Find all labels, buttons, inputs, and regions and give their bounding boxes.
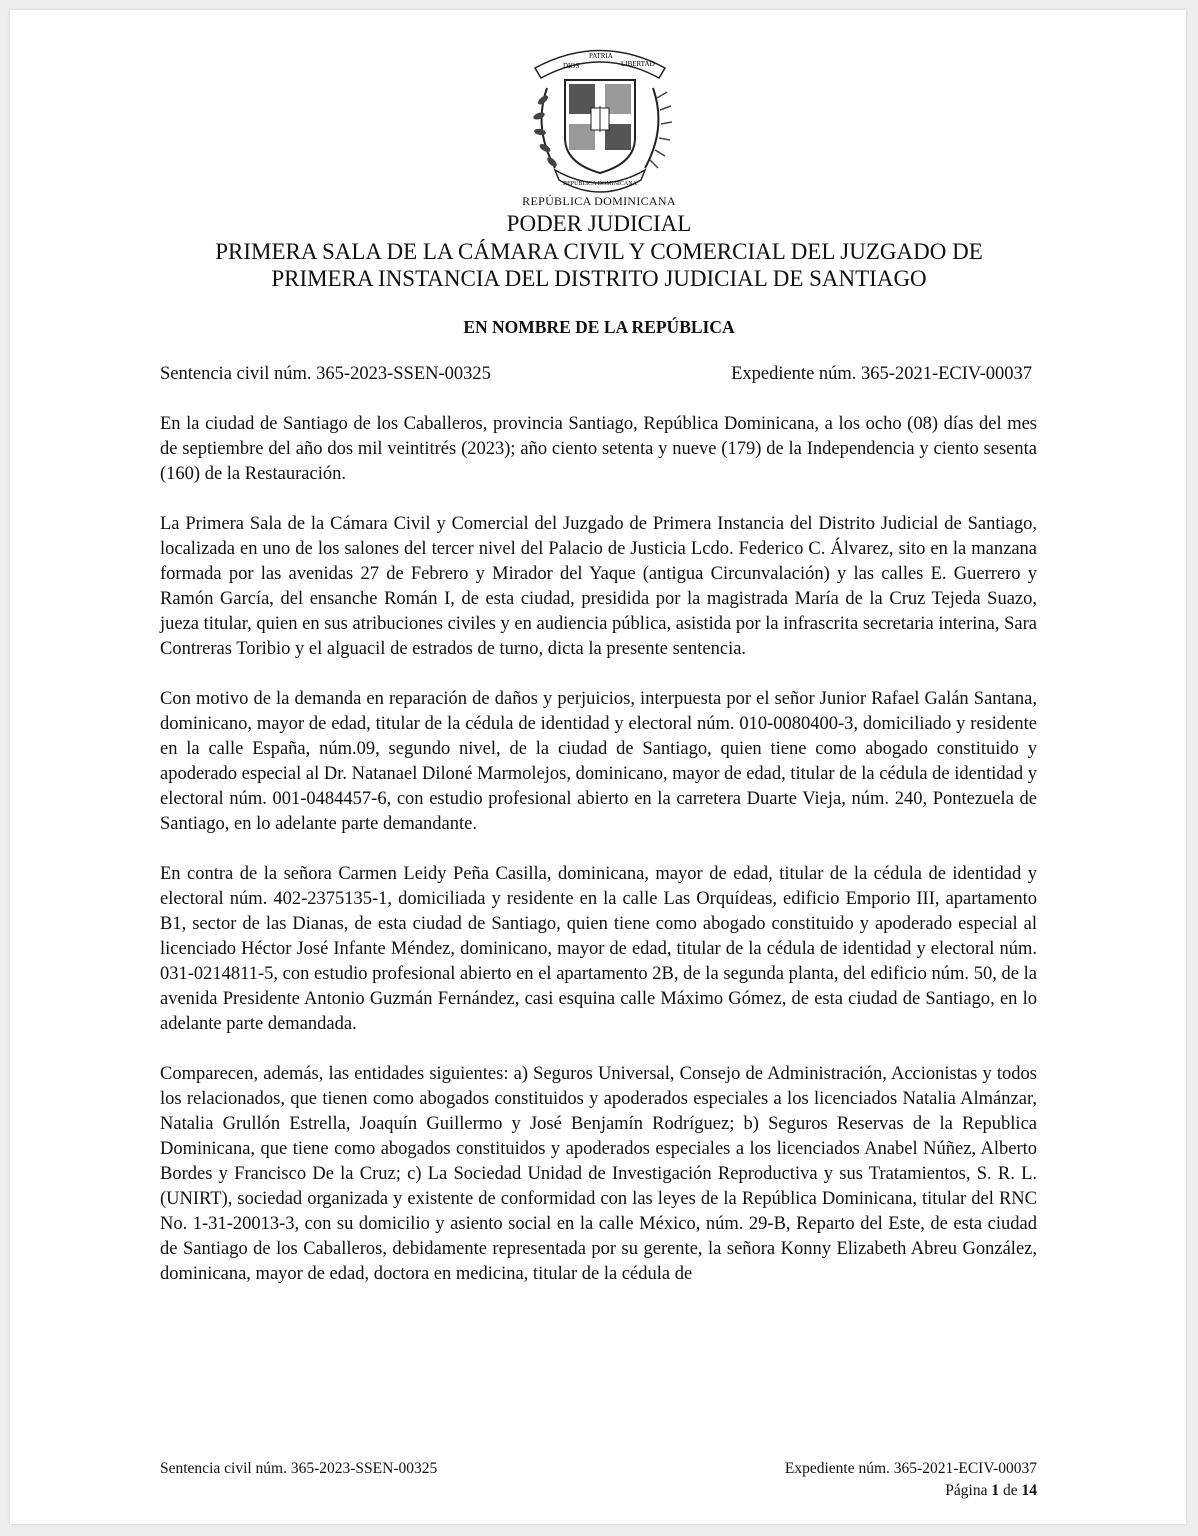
motto-word-patria: PATRIA bbox=[589, 52, 613, 60]
page-total: 14 bbox=[1021, 1482, 1037, 1499]
reference-line bbox=[160, 364, 1032, 385]
motto-word-libertad: LIBERTAD bbox=[621, 60, 655, 68]
footer-sentencia: Sentencia civil núm. 365-2023-SSEN-00325 bbox=[160, 1460, 438, 1477]
document-body bbox=[160, 412, 1037, 1312]
page-number bbox=[160, 1482, 1037, 1500]
court-name-line-1: PRIMERA SALA DE LA CÁMARA CIVIL Y COMERCIAL DEL JUZGADO DE bbox=[215, 239, 983, 264]
country-label: REPÚBLICA DOMINICANA bbox=[522, 194, 676, 208]
paragraph-court: La Primera Sala de la Cámara Civil y Comercial del Juzgado de Primera Instancia del Distrito Judicial de Santiago, localizada en uno de los salones del tercer nivel del Palacio de Justicia Lcdo. Federico C. Álvarez, sito en la manzana formada por las avenidas 27 de Febrero y Mirador del Yaque (antigua Circunvalación) y las calles E. Guerrero y Ramón García, del ensanche Román I, de esta ciudad, presidida por la magistrada María de la Cruz Tejeda Suazo, jueza titular, quien en sus atribuciones civiles y en audiencia pública, asistida por la infrascrita secretaria interina, Sara Contreras Toribio y el alguacil de estrados de turno, dicta la presente sentencia. bbox=[160, 514, 1037, 659]
paragraph-defendant: En contra de la señora Carmen Leidy Peña Casilla, dominicana, mayor de edad, titular de la cédula de identidad y electoral núm. 402-2375135-1, domiciliada y residente en la calle Las Orquídeas, edificio Emporio III, apartamento B1, sector de las Dianas, de esta ciudad de Santiago, quien tiene como abogado constituido y apoderado especial al licenciado Héctor José Infante Méndez, dominicano, mayor de edad, titular de la cédula de identidad y electoral núm. 031-0214811-5, con estudio profesional abierto en el apartamento 2B, de la segunda planta, del edificio núm. 50, de la avenida Presidente Antonio Guzmán Fernández, casi esquina calle Máximo Gómez, de esta ciudad de Santiago, en lo adelante parte demandada. bbox=[160, 864, 1037, 1034]
footer-expediente: Expediente núm. 365-2021-ECIV-00037 bbox=[784, 1460, 1037, 1477]
page-current: 1 bbox=[991, 1482, 1000, 1499]
page-footer bbox=[160, 1460, 1037, 1478]
page-word: Página bbox=[945, 1482, 988, 1499]
republic-heading: EN NOMBRE DE LA REPÚBLICA bbox=[463, 317, 735, 337]
paragraph-date: En la ciudad de Santiago de los Caballeros, provincia Santiago, República Dominicana, a los ocho (08) días del mes de septiembre del año dos mil veintitrés (2023); año ciento setenta y nueve (179) de la Independencia y ciento sesenta (160) de la Restauración. bbox=[160, 414, 1037, 484]
court-name bbox=[0, 238, 1198, 292]
seal-ribbon-text: REPÚBLICA DOMINICANA bbox=[563, 181, 637, 187]
institution-title: PODER JUDICIAL bbox=[506, 211, 692, 236]
court-name-line-2: PRIMERA INSTANCIA DEL DISTRITO JUDICIAL DE SANTIAGO bbox=[271, 266, 927, 291]
motto-word-dios: DIOS bbox=[563, 62, 580, 70]
coat-of-arms-seal bbox=[525, 38, 675, 198]
expediente-number: Expediente núm. 365-2021-ECIV-00037 bbox=[731, 364, 1032, 384]
page-of: de bbox=[1002, 1482, 1018, 1499]
paragraph-entities: Comparecen, además, las entidades siguientes: a) Seguros Universal, Consejo de Administración, Accionistas y todos los relacionados, que tienen como abogados constituidos y apoderados especiales a los licenciados Natalia Almánzar, Natalia Grullón Estrella, Joaquín Guillermo y José Benjamín Rodríguez; b) Seguros Reservas de la Republica Dominicana, que tiene como abogados constituidos y apoderados especiales a los licenciados Anabel Núñez, Alberto Bordes y Francisco De la Cruz; c) La Sociedad Unidad de Investigación Reproductiva y sus Tratamientos, S. R. L. (UNIRT), sociedad organizada y existente de conformidad con las leyes de la República Dominicana, titular del RNC No. 1-31-20013-3, con su domicilio y asiento social en la calle México, núm. 29-B, Reparto del Este, de esta ciudad de Santiago de los Caballeros, debidamente representada por su gerente, la señora Konny Elizabeth Abreu González, dominicana, mayor de edad, doctora en medicina, titular de la cédula de bbox=[160, 1064, 1037, 1284]
paragraph-plaintiff: Con motivo de la demanda en reparación de daños y perjuicios, interpuesta por el señor Junior Rafael Galán Santana, dominicano, mayor de edad, titular de la cédula de identidad y electoral núm. 010-0080400-3, domiciliado y residente en la calle España, núm.09, segundo nivel, de la ciudad de Santiago, quien tiene como abogado constituido y apoderado especial al Dr. Natanael Diloné Marmolejos, dominicano, mayor de edad, titular de la cédula de identidad y electoral núm. 001-0484457-6, con estudio profesional abierto en la carretera Duarte Vieja, núm. 240, Pontezuela de Santiago, en lo adelante parte demandante. bbox=[160, 689, 1037, 834]
sentencia-number: Sentencia civil núm. 365-2023-SSEN-00325 bbox=[160, 364, 491, 384]
